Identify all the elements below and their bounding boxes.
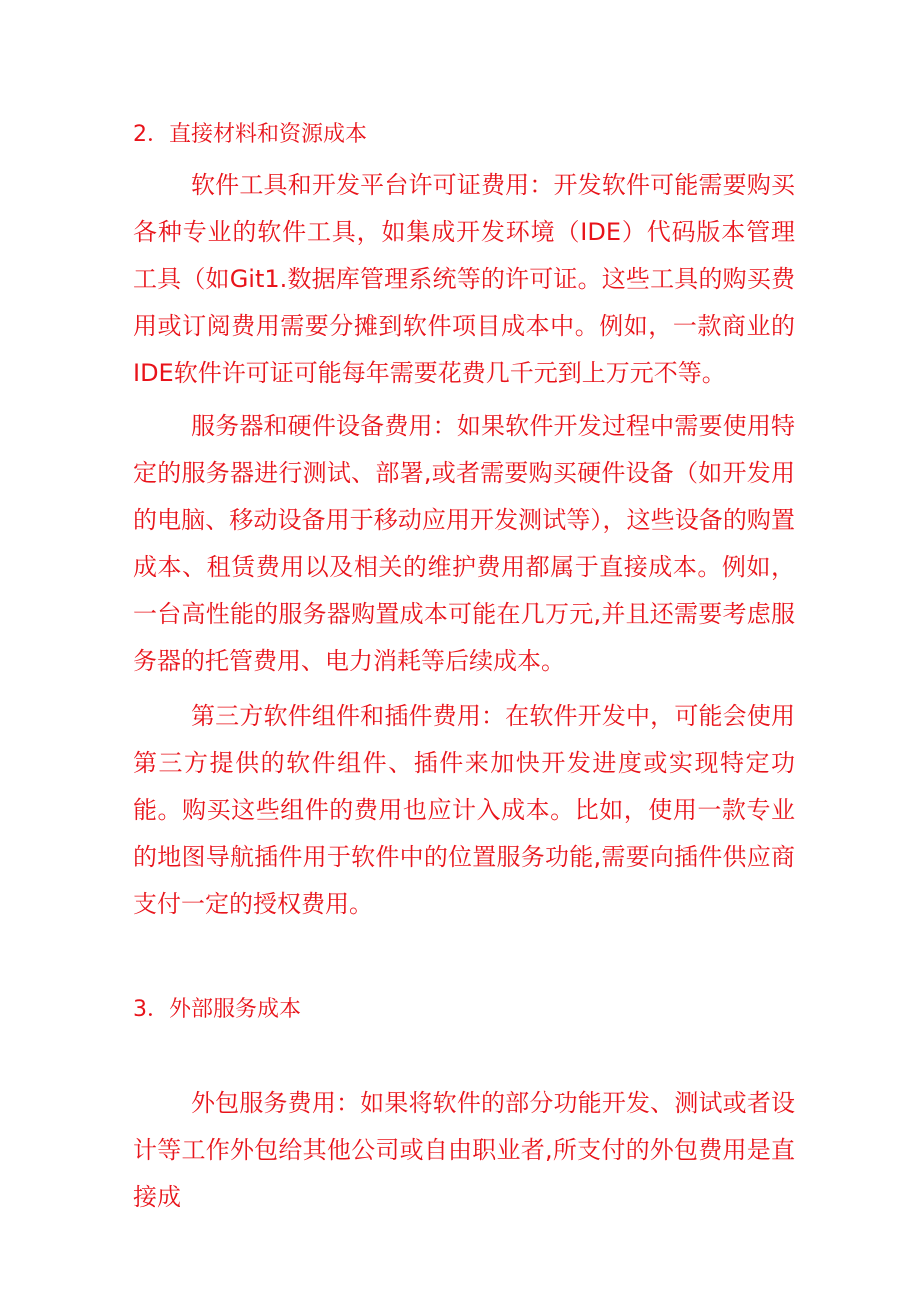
- section-2-heading: 2．直接材料和资源成本: [133, 122, 367, 147]
- section-3-heading: 3．外部服务成本: [133, 997, 301, 1022]
- paragraph-third-party-components: 第三方软件组件和插件费用：在软件开发中，可能会使用第三方提供的软件组件、插件来加快开发进度或实现特定功能。购买这些组件的费用也应计入成本。比如，使用一款专业的地图导航插件用于软件中的位置服务功能,需要向插件供应商支付一定的授权费用。: [133, 702, 795, 918]
- paragraph-outsourcing: 外包服务费用：如果将软件的部分功能开发、测试或者设计等工作外包给其他公司或自由职业者,所支付的外包费用是直接成: [133, 1089, 795, 1211]
- paragraph-server-hardware: 服务器和硬件设备费用：如果软件开发过程中需要使用特定的服务器进行测试、部署,或者需要购买硬件设备（如开发用的电脑、移动设备用于移动应用开发测试等），这些设备的购置成本、租赁费用以及相关的维护费用都属于直接成本。例如，一台高性能的服务器购置成本可能在几万元,并且还需要考虑服务器的托管费用、电力消耗等后续成本。: [133, 412, 795, 675]
- paragraph-software-tools: 软件工具和开发平台许可证费用：开发软件可能需要购买各种专业的软件工具，如集成开发环境（IDE）代码版本管理工具（如Git1.数据库管理系统等的许可证。这些工具的购买费用或订阅费用需要分摊到软件项目成本中。例如，一款商业的IDE软件许可证可能每年需要花费几千元到上万元不等。: [133, 171, 795, 387]
